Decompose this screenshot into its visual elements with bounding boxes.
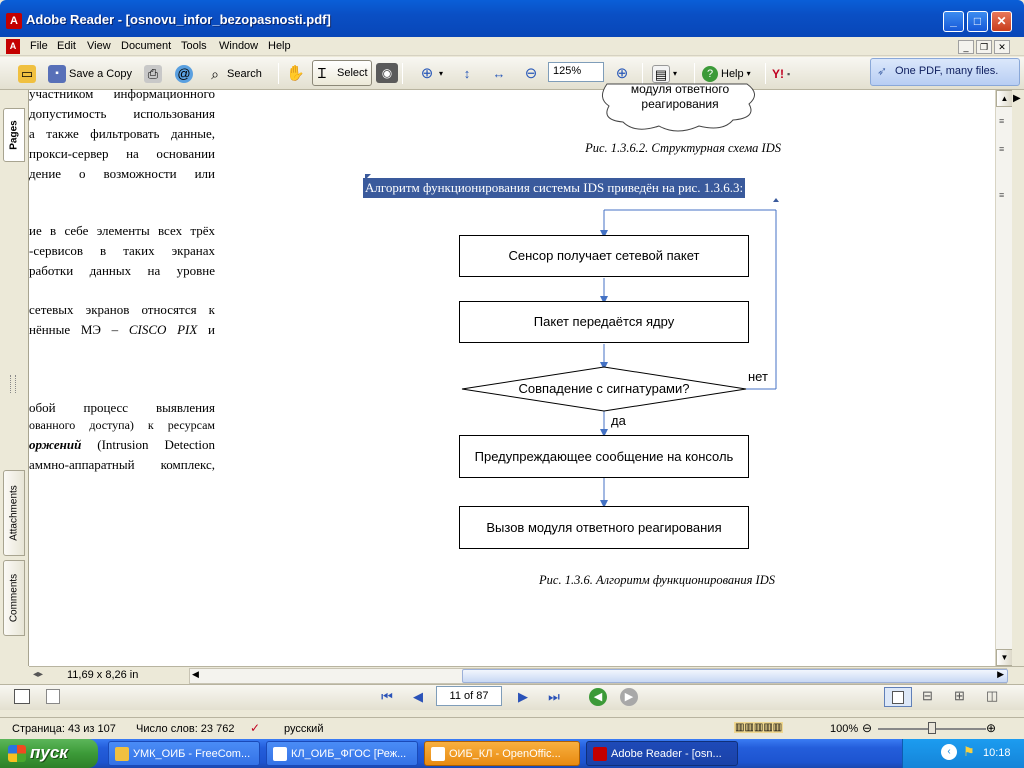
scroll-mark-icon: ≡ (999, 116, 1005, 126)
zoom-out-button[interactable] (522, 62, 540, 85)
page-layout-dropdown-icon: ▾ (673, 69, 678, 78)
folder-open-icon: ▭ (18, 65, 36, 83)
text-fragment-italic: CISCO PIX (128, 322, 198, 337)
doc-close-icon[interactable]: ✕ (994, 40, 1010, 54)
horizontal-scroll-thumb[interactable] (462, 669, 1008, 683)
help-icon: ? (702, 66, 718, 82)
left-text-line: работки данных на уровне (29, 263, 215, 278)
search-button[interactable] (206, 62, 262, 85)
scroll-mark-icon: ≡ (999, 144, 1005, 154)
left-text-line: допустимость использования (29, 106, 215, 121)
left-text-line: дение о возможности или (29, 166, 215, 181)
menu-edit[interactable]: Edit (57, 40, 76, 52)
status-language[interactable]: русский (284, 723, 324, 735)
view-layout-icon[interactable]: ▥▥▥▥▥ (735, 722, 783, 733)
tray-app-icon[interactable]: ⚑ (963, 744, 975, 759)
snapshot-camera-icon[interactable]: ◉ (376, 63, 398, 83)
left-text-line: прокси-сервер на основании (29, 146, 215, 161)
start-button[interactable] (0, 739, 98, 768)
save-copy-label: Save a Copy (69, 67, 132, 80)
figure-caption-algorithm: Рис. 1.3.6. Алгоритм функционирования IDS (539, 573, 775, 587)
tab-attachments-label: Attachments (8, 485, 20, 541)
tray-clock: 10:18 (983, 747, 1011, 759)
menu-help[interactable]: Help (268, 40, 291, 52)
tab-pages-label: Pages (8, 120, 20, 150)
scroll-left-arrow-icon[interactable]: ◀ (192, 669, 199, 679)
magnifier-zoom-icon: ⊕ (420, 64, 434, 82)
left-text-line: участником информационного (29, 86, 215, 101)
window-title: Adobe Reader - [osnovu_infor_bezopasnosti.pdf] (26, 12, 331, 27)
save-copy-button[interactable] (48, 62, 132, 85)
scroll-up-arrow-icon[interactable]: ▲ (996, 90, 1013, 107)
zoom-in-tool-button[interactable] (418, 62, 443, 85)
floppy-disk-icon: ▪ (48, 65, 66, 83)
zoom-in-small-icon[interactable]: ⊕ (986, 721, 997, 735)
scroll-mark-icon: ≡ (999, 190, 1005, 200)
right-panel-strip (1012, 90, 1024, 666)
document-icon (273, 747, 287, 761)
promo-banner[interactable] (870, 58, 1020, 86)
taskbar-item-freecommander[interactable] (108, 741, 260, 766)
select-tool-button[interactable] (312, 60, 372, 86)
taskbar-item-openoffice[interactable] (424, 741, 580, 766)
cloud-text: реагирования (641, 97, 719, 111)
single-page-view-icon[interactable] (14, 689, 30, 704)
email-button[interactable] (175, 62, 193, 85)
flow-step-response: Вызов модуля ответного реагирования (459, 506, 749, 549)
printer-icon: ⎙ (144, 65, 162, 83)
fit-page-button[interactable] (458, 62, 476, 85)
taskbar-item-label: КЛ_ОИБ_ФГОС [Реж... (291, 748, 407, 760)
text-fragment: (Intrusion Detection (81, 437, 215, 452)
menu-file[interactable]: File (30, 40, 48, 52)
left-text-line: обой процесс выявления (29, 400, 215, 415)
menu-document[interactable]: Document (121, 40, 172, 52)
page-navigation-bar (0, 684, 1024, 710)
select-label: Select (337, 67, 368, 79)
left-text-line: ие в себе элементы всех трёх (29, 223, 215, 238)
flow-step-warning: Предупреждающее сообщение на консоль (459, 435, 749, 478)
page-size-readout: 11,69 x 8,26 in (67, 669, 139, 681)
menu-bar (0, 37, 1024, 56)
left-text-line: ованного доступа) к ресурсам (29, 418, 215, 432)
taskbar-item-label: УМК_ОИБ - FreeCom... (133, 748, 251, 760)
tab-attachments[interactable] (3, 470, 25, 556)
adobe-reader-icon: A (6, 13, 22, 29)
go-forward-icon[interactable]: ▶ (620, 688, 638, 706)
tab-comments[interactable] (3, 560, 25, 636)
status-word-count: Число слов: 23 762 (136, 723, 235, 735)
document-view-icon[interactable] (46, 689, 60, 704)
doc-minimize-icon[interactable]: _ (958, 40, 974, 54)
globe-mail-icon: @ (175, 65, 193, 83)
go-back-icon[interactable]: ◀ (589, 688, 607, 706)
search-label: Search (227, 67, 262, 80)
facing-layout-icon[interactable]: ⊞ (954, 688, 965, 703)
continuous-layout-icon[interactable]: ⊟ (922, 688, 933, 703)
windows-taskbar (0, 739, 1024, 768)
freecommander-icon (115, 747, 129, 761)
single-page-layout-icon (892, 691, 904, 704)
continuous-facing-layout-icon[interactable]: ◫ (986, 688, 999, 703)
navigation-panel (0, 90, 29, 666)
status-bar (0, 717, 1024, 739)
zoom-out-icon: ⊖ (524, 64, 538, 82)
start-label: пуск (30, 743, 68, 762)
maximize-button[interactable]: □ (967, 11, 988, 32)
text-fragment: и (197, 322, 215, 337)
minimize-button[interactable]: _ (943, 11, 964, 32)
menu-view[interactable]: View (87, 40, 111, 52)
taskbar-item-label: ОИБ_КЛ - OpenOffic... (449, 748, 561, 760)
spellcheck-icon[interactable]: ✓ (250, 721, 261, 735)
taskbar-item-writer-doc[interactable] (266, 741, 418, 766)
zoom-slider-thumb[interactable] (928, 722, 936, 734)
promo-label: One PDF, many files. (895, 65, 999, 77)
document-view[interactable] (29, 82, 995, 666)
fit-width-icon: ↔ (492, 65, 506, 81)
flow-step-sensor: Сенсор получает сетевой пакет (459, 235, 749, 277)
text-fragment-bold-italic: оржений (29, 437, 82, 452)
resize-arrows-icon[interactable]: ◂▸ (33, 669, 44, 680)
scroll-down-arrow-icon[interactable]: ▼ (996, 649, 1013, 666)
windows-logo-icon (8, 745, 26, 762)
figure-caption-structure: Рис. 1.3.6.2. Структурная схема IDS (585, 141, 781, 155)
text-cursor-icon: Ɪ (318, 65, 326, 81)
taskbar-item-label: Adobe Reader - [osn... (611, 748, 722, 760)
flow-yes-label: да (611, 413, 626, 428)
yahoo-icon: Y! (772, 66, 784, 81)
page-layout-icon: ▤ (652, 65, 670, 83)
left-text-line: сетевых экранов относятся к (29, 302, 215, 317)
flow-no-label: нет (748, 369, 768, 384)
close-button[interactable]: ✕ (991, 11, 1012, 32)
last-page-icon[interactable]: ⏭ (548, 689, 560, 704)
left-text-line: а также фильтровать данные, (29, 126, 215, 141)
title-bar[interactable] (0, 0, 1024, 37)
hand-tool-button[interactable] (286, 62, 304, 85)
yahoo-toolbar-button[interactable] (772, 62, 790, 85)
left-text-line: -сервисов в таких экранах (29, 243, 215, 258)
zoom-tool-dropdown-icon[interactable]: ▾ (439, 69, 444, 78)
open-button[interactable] (18, 62, 36, 85)
yahoo-extra-icon: ▪ (787, 68, 791, 79)
help-dropdown-icon: ▾ (746, 69, 751, 78)
status-zoom: 100% (830, 723, 859, 735)
system-tray (902, 739, 1024, 768)
flow-step-kernel: Пакет передаётся ядру (459, 301, 749, 343)
zoom-input[interactable]: 125% (548, 62, 604, 82)
menu-window[interactable]: Window (219, 40, 259, 52)
hand-icon: ✋ (286, 64, 305, 82)
tab-pages[interactable] (3, 108, 25, 162)
openoffice-icon (431, 747, 445, 761)
selected-text[interactable]: Алгоритм функционирования системы IDS приведён на рис. 1.3.6.3: (363, 178, 745, 198)
first-page-icon[interactable]: ⏮ (381, 689, 393, 704)
fit-width-button[interactable] (490, 62, 508, 85)
page-number-input[interactable]: 11 of 87 (436, 686, 502, 706)
left-text-line: аммно-аппаратный комплекс, (29, 457, 215, 472)
taskbar-item-adobe-reader[interactable] (586, 741, 738, 766)
tab-comments-label: Comments (8, 573, 20, 623)
horizontal-scrollbar[interactable] (189, 668, 1007, 684)
scroll-right-arrow-icon[interactable]: ▶ (997, 669, 1004, 679)
single-page-layout-button[interactable] (884, 687, 912, 707)
status-page: Страница: 43 из 107 (12, 723, 116, 735)
rocket-icon: ➶ (877, 64, 888, 78)
pdf-document-icon[interactable]: A (6, 39, 20, 54)
panel-splitter-handle[interactable] (10, 375, 16, 393)
doc-restore-icon[interactable]: ❐ (976, 40, 992, 54)
vertical-scrollbar[interactable] (995, 90, 1012, 666)
adobe-reader-small-icon (593, 747, 607, 761)
fit-page-icon: ↕ (463, 65, 471, 81)
previous-page-icon[interactable]: ◀ (413, 689, 423, 704)
zoom-out-small-icon[interactable]: ⊖ (862, 721, 873, 735)
zoom-in-icon: ⊕ (615, 64, 629, 82)
cloud-text-partial: модуля ответного (630, 82, 730, 96)
help-label: Help (721, 67, 744, 80)
print-button[interactable] (144, 62, 162, 85)
next-page-icon[interactable]: ▶ (518, 689, 528, 704)
text-fragment: нённые МЭ – (29, 322, 129, 337)
flow-decision-label: Совпадение с сигнатурами? (518, 381, 690, 396)
tray-expand-icon[interactable]: ‹ (941, 744, 957, 760)
horizontal-scroll-bar (29, 666, 1024, 684)
panel-expand-arrow-icon[interactable]: ▶ (1013, 93, 1021, 104)
menu-tools[interactable]: Tools (181, 40, 207, 52)
binoculars-icon: ⌕ (211, 65, 219, 82)
